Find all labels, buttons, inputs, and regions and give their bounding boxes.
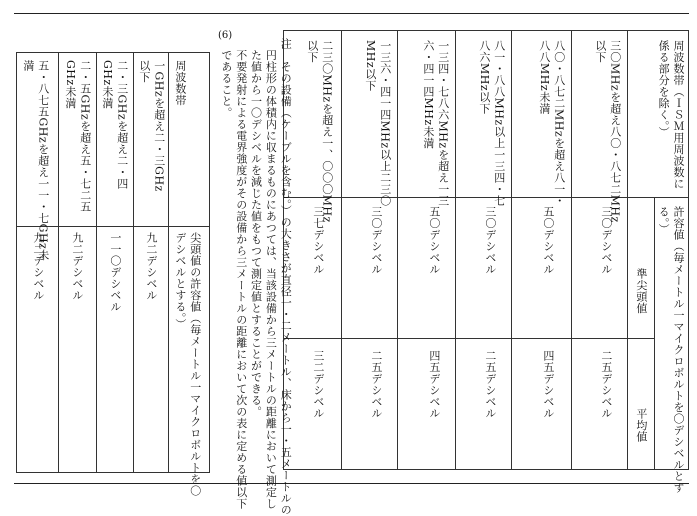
bottom-page-rule <box>14 483 689 484</box>
row-quasi-peak: 三〇デシベル <box>599 206 613 275</box>
row-peak-limit: 九二デシベル <box>70 232 84 301</box>
row-average: 二五デシベル <box>483 350 497 419</box>
row-freq: 一GHzを超え二・三GHz 以下 <box>137 60 166 192</box>
top-page-rule <box>14 13 689 14</box>
row-quasi-peak: 三〇デシベル <box>483 206 497 275</box>
row-average: 四五デシベル <box>427 350 441 419</box>
row-average: 四五デシベル <box>541 350 555 419</box>
row-average: 二五デシベル <box>369 350 383 419</box>
left-table-header-freq: 周波数帯 <box>173 60 187 106</box>
item-number: (6) <box>218 30 233 41</box>
row-peak-limit: 九二デシベル <box>144 232 158 301</box>
right-table-header-quasi-peak: 準尖頭値 <box>634 268 648 314</box>
row-freq: 八〇・八七二MHzを超え八一・ 八八MHz未満 <box>537 40 566 207</box>
row-freq: 五・八七五GHzを超え一一・七GHz未 満 <box>21 60 50 261</box>
row-freq: 八一・八八MHz以上一三四・七 八六MHz以下 <box>477 40 506 207</box>
right-table-header-freq: 周波数帯（ＩＳＭ用周波数に 係る部分を除く。） <box>657 40 685 190</box>
row-quasi-peak: 三〇デシベル <box>369 206 383 275</box>
note-text: 注 その設備（ケーブルを含む。）の大きさが直径一・二メートル、床から一・五メートルの 円柱形の体積内に収まるものにあつては、当該設備から三メートルの距離において測定し た値から一〇デシベルを減じた値をもつて測定値とすることができる。 不要発射による電界強度がその設備から三メートルの距離において次の表に定める値以下 であること。 <box>219 38 293 516</box>
row-quasi-peak: 五〇デシベル <box>541 206 555 275</box>
row-freq: 一三四・七八六MHzを超え一三 六・四一四MHz未満 <box>421 40 450 207</box>
row-peak-limit: 一一〇デシベル <box>108 232 122 313</box>
row-peak-limit: 九二デシベル <box>31 232 45 301</box>
right-table-header-average: 平均値 <box>634 408 648 443</box>
row-freq: 二・五GHzを超え五・七二五 GHz未満 <box>63 60 92 213</box>
row-freq: 二三〇MHzを超え一、〇〇〇MHz 以下 <box>305 40 334 223</box>
row-quasi-peak: 三七デシベル <box>311 206 325 275</box>
left-table-header-limit: 尖頭値の許容値（毎メートル一マイクロボルトを〇 デシベルとする。） <box>173 232 202 497</box>
row-average: 二五デシベル <box>599 350 613 419</box>
row-average: 三二デシベル <box>311 350 325 419</box>
row-freq: 一三六・四一四MHz以上二三〇 MHz以下 <box>363 40 392 207</box>
right-table-header-limit: 許容値（毎メートル一マイクロボルトを〇デシベルとす る。） <box>657 206 685 494</box>
row-freq: 三〇MHzを超え八〇・八七二MHz 以下 <box>593 40 622 223</box>
row-quasi-peak: 五〇デシベル <box>427 206 441 275</box>
row-freq: 二・三GHzを超え二・四 GHz未満 <box>100 60 129 190</box>
